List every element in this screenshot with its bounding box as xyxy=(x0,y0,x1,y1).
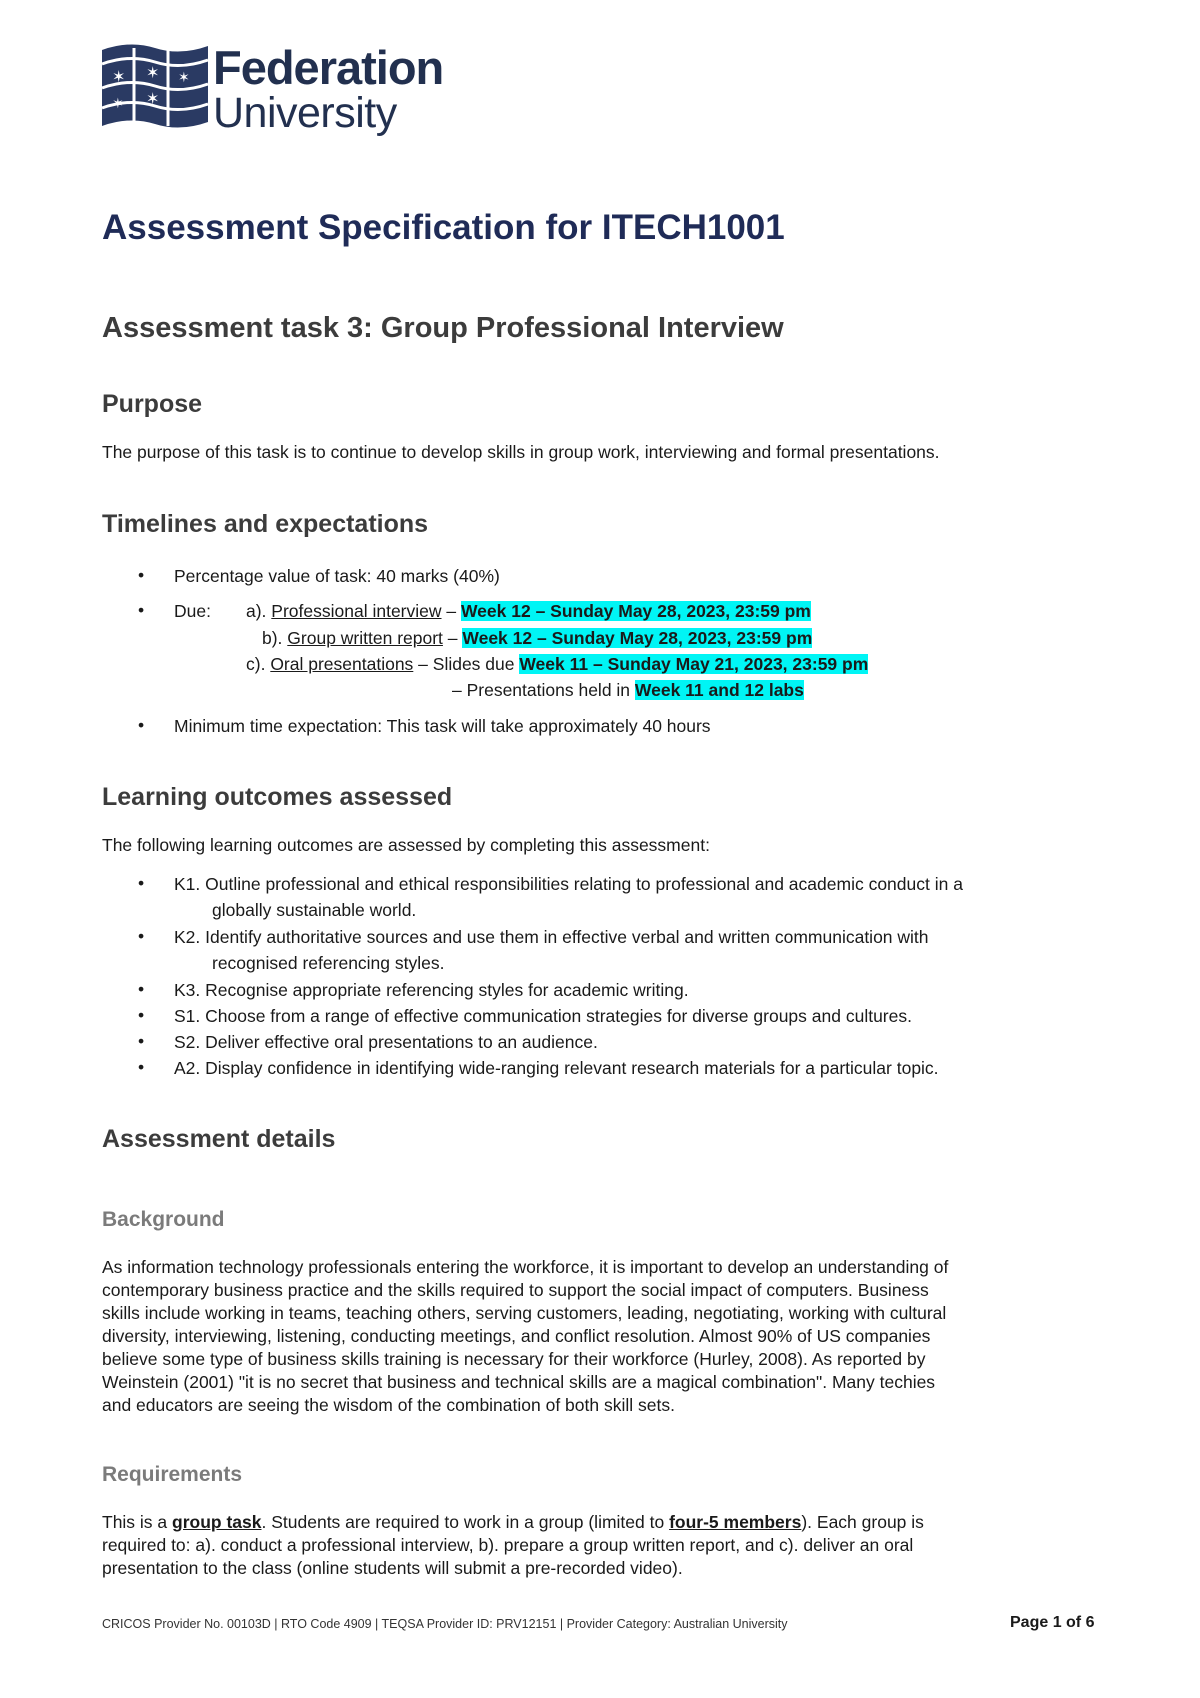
logo-text-federation: Federation xyxy=(213,41,444,94)
bullet-icon: • xyxy=(138,565,145,585)
due-item-c-labs: Week 11 and 12 labs xyxy=(634,680,804,700)
svg-text:✶: ✶ xyxy=(146,89,160,108)
due-item-b-label: Group written report xyxy=(287,628,443,648)
background-line-3: skills include working in teams, teaching others, serving customers, leading, negotiating, working with cultural xyxy=(102,1303,947,1323)
outcome-a2: A2. Display confidence in identifying wide-ranging relevant research materials for a particular topic. xyxy=(174,1058,939,1078)
bullet-icon: • xyxy=(138,1005,145,1025)
outcome-k3: K3. Recognise appropriate referencing styles for academic writing. xyxy=(174,980,689,1000)
page-number: Page 1 of 6 xyxy=(1010,1614,1095,1631)
due-item-a-label: Professional interview xyxy=(271,601,442,621)
outcome-s2: S2. Deliver effective oral presentations to an audience. xyxy=(174,1032,598,1052)
outcome-k1: K1. Outline professional and ethical responsibilities relating to professional and academic conduct in a xyxy=(174,874,963,894)
due-item-b-date: Week 12 – Sunday May 28, 2023, 23:59 pm xyxy=(462,628,813,648)
due-item-a-date: Week 12 – Sunday May 28, 2023, 23:59 pm xyxy=(460,601,811,621)
svg-text:✶: ✶ xyxy=(112,67,126,86)
federation-university-logo xyxy=(100,42,460,137)
requirements-line-2: required to: a). conduct a professional interview, b). prepare a group written report, and c). deliver an oral xyxy=(102,1535,914,1555)
requirements-heading: Requirements xyxy=(102,1463,243,1486)
page-title: Assessment Specification for ITECH1001 xyxy=(102,208,785,247)
footer-provider-info: CRICOS Provider No. 00103D | RTO Code 4909 | TEQSA Provider ID: PRV12151 | Provider Category: Australian University xyxy=(102,1617,788,1631)
background-heading: Background xyxy=(102,1208,225,1231)
due-item-c-presentations: – Presentations held in Week 11 and 12 labs xyxy=(452,680,804,700)
outcomes-intro: The following learning outcomes are assessed by completing this assessment: xyxy=(102,835,710,855)
min-time-expectation: Minimum time expectation: This task will take approximately 40 hours xyxy=(174,716,711,736)
background-line-2: contemporary business practice and the skills required to support the social impact of computers. Business xyxy=(102,1280,929,1300)
svg-text:✶: ✶ xyxy=(112,96,124,112)
svg-text:✶: ✶ xyxy=(178,70,190,86)
requirements-line-3: presentation to the class (online students will submit a pre-recorded video). xyxy=(102,1558,683,1578)
outcomes-heading: Learning outcomes assessed xyxy=(102,783,453,811)
bullet-icon: • xyxy=(138,873,145,893)
background-line-4: diversity, interviewing, listening, conducting meetings, and conflict resolution. Almost 90% of US companies xyxy=(102,1326,931,1346)
group-task-emphasis: group task xyxy=(172,1512,262,1532)
outcome-k1-cont: globally sustainable world. xyxy=(212,900,417,920)
due-item-c-label: Oral presentations xyxy=(270,654,414,674)
outcome-k2-cont: recognised referencing styles. xyxy=(212,953,445,973)
bullet-icon: • xyxy=(138,600,145,620)
background-line-1: As information technology professionals entering the workforce, it is important to develop an understanding of xyxy=(102,1257,949,1277)
requirements-line-1: This is a group task. Students are required to work in a group (limited to four-5 members). Each group is xyxy=(102,1512,924,1532)
due-item-c: c). Oral presentations – Slides due Week 11 – Sunday May 21, 2023, 23:59 pm xyxy=(246,654,869,674)
bullet-icon: • xyxy=(138,926,145,946)
background-line-6: Weinstein (2001) "it is no secret that business and technical skills are a magical combination". Many techies xyxy=(102,1372,936,1392)
flag-icon xyxy=(100,42,210,137)
details-heading: Assessment details xyxy=(102,1125,336,1153)
svg-text:✶: ✶ xyxy=(146,63,160,82)
due-item-c-date: Week 11 – Sunday May 21, 2023, 23:59 pm xyxy=(519,654,869,674)
purpose-heading: Purpose xyxy=(102,390,203,418)
timelines-heading: Timelines and expectations xyxy=(102,510,429,538)
outcome-s1: S1. Choose from a range of effective communication strategies for diverse groups and cultures. xyxy=(174,1006,912,1026)
bullet-icon: • xyxy=(138,1057,145,1077)
background-line-5: believe some type of business skills training is necessary for their workforce (Hurley, 2008). As reported by xyxy=(102,1349,926,1369)
group-size-emphasis: four-5 members xyxy=(669,1512,802,1532)
task-title: Assessment task 3: Group Professional Interview xyxy=(102,312,784,344)
outcome-k2: K2. Identify authoritative sources and use them in effective verbal and written communication with xyxy=(174,927,929,947)
purpose-text: The purpose of this task is to continue to develop skills in group work, interviewing and formal presentations. xyxy=(102,442,940,462)
due-item-b: b). Group written report – Week 12 – Sunday May 28, 2023, 23:59 pm xyxy=(262,628,813,648)
bullet-icon: • xyxy=(138,979,145,999)
bullet-icon: • xyxy=(138,1031,145,1051)
due-item-a: a). Professional interview – Week 12 – Sunday May 28, 2023, 23:59 pm xyxy=(246,601,811,621)
bullet-icon: • xyxy=(138,715,145,735)
percentage-value: Percentage value of task: 40 marks (40%) xyxy=(174,566,500,586)
background-line-7: and educators are seeing the wisdom of the combination of both skill sets. xyxy=(102,1395,675,1415)
due-label: Due: xyxy=(174,601,211,621)
logo-text-university: University xyxy=(213,89,397,137)
